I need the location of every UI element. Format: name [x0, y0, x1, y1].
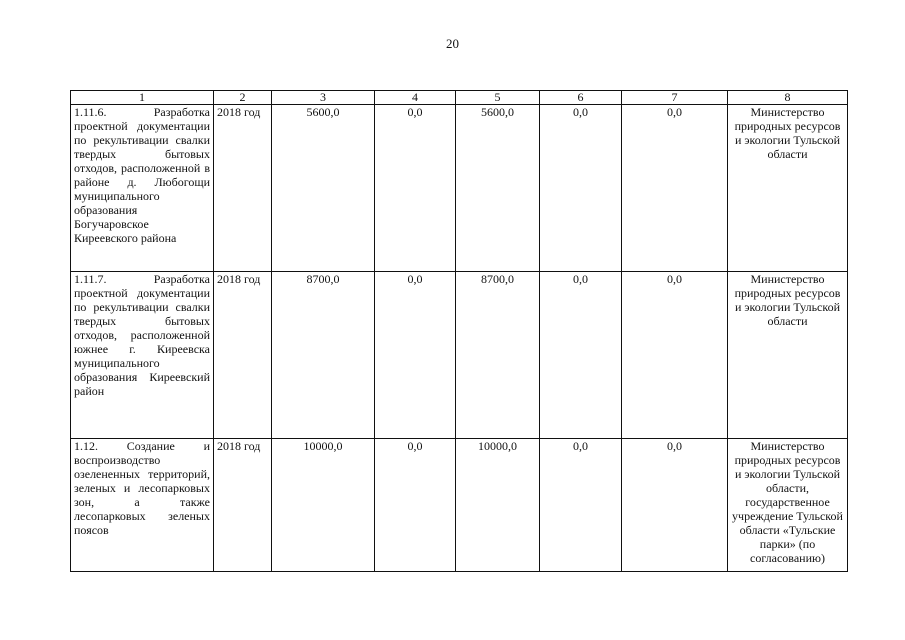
column-header: 7	[622, 91, 728, 105]
value-cell: 8700,0	[272, 272, 375, 439]
year-cell: 2018 год	[214, 272, 272, 439]
value-cell: 0,0	[540, 105, 622, 272]
year-cell: 2018 год	[214, 439, 272, 572]
year-cell: 2018 год	[214, 105, 272, 272]
value-cell: 0,0	[375, 439, 456, 572]
activity-name-cell: 1.11.6. Разработка проектной документации по рекультивации свалки твердых бытовых отходов, расположенной в районе д. Любогощи муниципального образования Богучаровское Киреевского района	[71, 105, 214, 272]
executor-cell: Министерство природных ресурсов и экологии Тульской области, государственное учреждение Тульской области «Тульские парки» (по согласованию)	[728, 439, 848, 572]
value-cell: 5600,0	[272, 105, 375, 272]
value-cell: 0,0	[540, 272, 622, 439]
column-header: 3	[272, 91, 375, 105]
column-header: 2	[214, 91, 272, 105]
column-header: 1	[71, 91, 214, 105]
value-cell: 0,0	[540, 439, 622, 572]
data-table	[70, 90, 848, 572]
column-header: 5	[456, 91, 540, 105]
column-header: 6	[540, 91, 622, 105]
executor-cell: Министерство природных ресурсов и экологии Тульской области	[728, 105, 848, 272]
value-cell: 0,0	[622, 439, 728, 572]
table-row	[71, 105, 848, 272]
value-cell: 0,0	[622, 272, 728, 439]
activity-name-cell: 1.12. Создание и воспроизводство озелененных территорий, зеленых и лесопарковых зон, а также лесопарковых зеленых поясов	[71, 439, 214, 572]
value-cell: 0,0	[375, 105, 456, 272]
value-cell: 0,0	[375, 272, 456, 439]
value-cell: 5600,0	[456, 105, 540, 272]
column-header: 4	[375, 91, 456, 105]
column-header: 8	[728, 91, 848, 105]
activity-name-cell: 1.11.7. Разработка проектной документации по рекультивации свалки твердых бытовых отходов, расположенной южнее г. Киреевска муниципального образования Киреевский район	[71, 272, 214, 439]
table-header-row	[71, 91, 848, 105]
page-number: 20	[446, 36, 459, 51]
value-cell: 10000,0	[456, 439, 540, 572]
executor-cell: Министерство природных ресурсов и экологии Тульской области	[728, 272, 848, 439]
value-cell: 0,0	[622, 105, 728, 272]
table-row	[71, 272, 848, 439]
table-row	[71, 439, 848, 572]
value-cell: 10000,0	[272, 439, 375, 572]
value-cell: 8700,0	[456, 272, 540, 439]
